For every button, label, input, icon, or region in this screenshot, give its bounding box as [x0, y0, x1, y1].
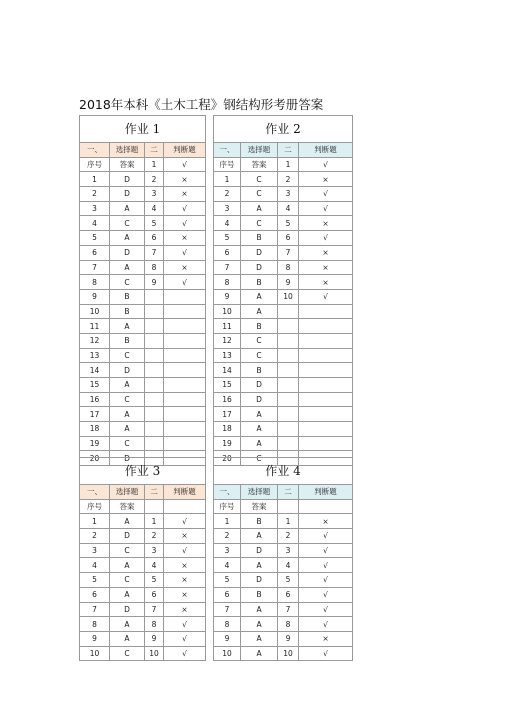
choice-number: 3: [80, 543, 110, 558]
answer-sheet-1-2: [79, 115, 353, 466]
judge-number: 2: [145, 172, 164, 187]
judge-answer: [164, 392, 206, 407]
column-gap: [206, 116, 214, 466]
choice-number: 7: [80, 602, 110, 617]
choice-number: 5: [214, 573, 241, 588]
judge-number: [278, 499, 299, 514]
choice-header: 选择题: [241, 143, 278, 158]
answer-header: 答案: [110, 499, 145, 514]
judge-number: 8: [278, 617, 299, 632]
choice-number: 11: [214, 319, 241, 334]
judge-number: [145, 436, 164, 451]
judge-number: 8: [145, 617, 164, 632]
choice-number: 9: [80, 631, 110, 646]
judge-answer: ×: [164, 587, 206, 602]
judge-number: 10: [278, 289, 299, 304]
choice-number: 5: [80, 231, 110, 246]
judge-answer: √: [164, 275, 206, 290]
judge-number: [278, 422, 299, 437]
choice-number: 10: [80, 304, 110, 319]
judge-number: [278, 348, 299, 363]
choice-answer: D: [110, 172, 145, 187]
choice-number: 15: [214, 378, 241, 393]
choice-answer: B: [110, 289, 145, 304]
choice-number: 11: [80, 319, 110, 334]
judge-number: [145, 319, 164, 334]
choice-number: 18: [214, 422, 241, 437]
judge-number: 3: [278, 543, 299, 558]
judge-answer: √: [299, 231, 353, 246]
choice-answer: C: [241, 451, 278, 466]
choice-number: 20: [80, 451, 110, 466]
choice-answer: A: [110, 587, 145, 602]
choice-number: 7: [214, 260, 241, 275]
choice-answer: D: [110, 529, 145, 544]
judge-header: 判断题: [164, 143, 206, 158]
judge-number: 3: [145, 543, 164, 558]
judge-number: 3: [278, 187, 299, 202]
choice-answer: C: [241, 187, 278, 202]
choice-answer: B: [241, 275, 278, 290]
judge-answer: [299, 348, 353, 363]
judge-number: 5: [145, 216, 164, 231]
judge-number: [145, 499, 164, 514]
choice-number: 10: [214, 646, 241, 661]
choice-number: 15: [80, 378, 110, 393]
judge-answer: ×: [164, 573, 206, 588]
choice-answer: A: [110, 617, 145, 632]
choice-number: 17: [80, 407, 110, 422]
choice-answer: A: [241, 436, 278, 451]
judge-answer: [164, 304, 206, 319]
choice-number: 3: [214, 543, 241, 558]
number-header: 序号: [214, 499, 241, 514]
judge-number: 7: [278, 602, 299, 617]
judge-number: 1: [278, 514, 299, 529]
choice-number: 5: [80, 573, 110, 588]
assignment-title: 作业 2: [214, 116, 353, 143]
judge-answer: [164, 289, 206, 304]
judge-number: [145, 363, 164, 378]
choice-answer: D: [241, 543, 278, 558]
answer-header: 答案: [241, 157, 278, 172]
choice-number: 1: [80, 172, 110, 187]
choice-answer: A: [110, 407, 145, 422]
choice-answer: C: [241, 333, 278, 348]
judge-answer: [299, 333, 353, 348]
judge-answer: [299, 499, 353, 514]
judge-answer: [299, 319, 353, 334]
judge-number: 1: [278, 157, 299, 172]
choice-number: 19: [214, 436, 241, 451]
judge-number: 8: [145, 260, 164, 275]
judge-answer: √: [299, 602, 353, 617]
choice-answer: C: [241, 172, 278, 187]
judge-answer: ×: [299, 514, 353, 529]
answer-header: 答案: [110, 157, 145, 172]
judge-number: 10: [278, 646, 299, 661]
choice-answer: D: [241, 378, 278, 393]
judge-number: 8: [278, 260, 299, 275]
choice-number: 14: [80, 363, 110, 378]
judge-answer: √: [164, 514, 206, 529]
judge-answer: ×: [164, 260, 206, 275]
choice-number: 18: [80, 422, 110, 437]
judge-number: 6: [145, 231, 164, 246]
choice-number: 9: [214, 631, 241, 646]
choice-answer: B: [241, 587, 278, 602]
judge-number: [145, 378, 164, 393]
page-title: 2018年本科《土木工程》钢结构形考册答案: [79, 97, 324, 112]
choice-number: 4: [214, 558, 241, 573]
judge-number: [278, 392, 299, 407]
choice-number: 3: [214, 201, 241, 216]
judge-answer: √: [164, 543, 206, 558]
choice-answer: A: [241, 602, 278, 617]
judge-number: 7: [145, 245, 164, 260]
choice-number: 4: [80, 558, 110, 573]
judge-number: [278, 363, 299, 378]
choice-answer: C: [110, 348, 145, 363]
choice-answer: A: [110, 231, 145, 246]
choice-answer: C: [110, 216, 145, 231]
judge-answer: [164, 348, 206, 363]
choice-number: 10: [214, 304, 241, 319]
choice-header: 选择题: [241, 485, 278, 500]
choice-answer: D: [241, 245, 278, 260]
judge-number: 5: [278, 216, 299, 231]
choice-answer: C: [110, 573, 145, 588]
section-one-label: 一、: [214, 485, 241, 500]
choice-answer: A: [241, 304, 278, 319]
choice-number: 3: [80, 201, 110, 216]
choice-answer: A: [110, 319, 145, 334]
judge-answer: √: [164, 631, 206, 646]
judge-number: 4: [278, 558, 299, 573]
choice-number: 8: [80, 617, 110, 632]
section-two-label: 二: [278, 485, 299, 500]
judge-number: [145, 304, 164, 319]
judge-number: 9: [145, 631, 164, 646]
judge-number: [278, 333, 299, 348]
choice-answer: B: [241, 319, 278, 334]
judge-answer: [164, 407, 206, 422]
judge-number: 6: [278, 587, 299, 602]
judge-number: [278, 436, 299, 451]
judge-answer: √: [164, 245, 206, 260]
choice-number: 2: [214, 529, 241, 544]
choice-answer: A: [241, 558, 278, 573]
choice-answer: C: [241, 216, 278, 231]
judge-answer: √: [164, 157, 206, 172]
judge-answer: [164, 333, 206, 348]
choice-number: 5: [214, 231, 241, 246]
assignment-title: 作业 4: [214, 458, 353, 485]
judge-answer: √: [299, 201, 353, 216]
judge-number: 6: [278, 231, 299, 246]
judge-answer: ×: [164, 172, 206, 187]
choice-answer: A: [110, 260, 145, 275]
judge-number: 2: [145, 529, 164, 544]
judge-answer: ×: [299, 216, 353, 231]
judge-answer: [299, 436, 353, 451]
judge-number: [145, 289, 164, 304]
choice-number: 16: [214, 392, 241, 407]
choice-number: 6: [80, 245, 110, 260]
choice-number: 1: [214, 172, 241, 187]
judge-number: 2: [278, 529, 299, 544]
choice-header: 选择题: [110, 485, 145, 500]
choice-number: 2: [80, 529, 110, 544]
judge-number: 1: [145, 157, 164, 172]
answer-sheet-3-4: [79, 457, 353, 661]
choice-number: 13: [214, 348, 241, 363]
judge-answer: [164, 319, 206, 334]
judge-number: [145, 422, 164, 437]
judge-number: 4: [145, 558, 164, 573]
assignment-title: 作业 3: [80, 458, 206, 485]
section-one-label: 一、: [80, 485, 110, 500]
judge-answer: √: [299, 587, 353, 602]
judge-answer: √: [299, 558, 353, 573]
judge-answer: [164, 378, 206, 393]
answer-header: 答案: [241, 499, 278, 514]
choice-answer: A: [241, 617, 278, 632]
choice-answer: B: [241, 514, 278, 529]
judge-number: [145, 392, 164, 407]
choice-answer: C: [241, 348, 278, 363]
judge-answer: ×: [299, 260, 353, 275]
judge-answer: [299, 422, 353, 437]
choice-answer: A: [110, 631, 145, 646]
choice-number: 16: [80, 392, 110, 407]
judge-answer: √: [299, 529, 353, 544]
column-gap: [206, 458, 214, 661]
judge-header: 判断题: [299, 485, 353, 500]
judge-answer: √: [299, 617, 353, 632]
choice-answer: C: [110, 392, 145, 407]
number-header: 序号: [80, 157, 110, 172]
choice-answer: A: [241, 422, 278, 437]
judge-answer: ×: [299, 275, 353, 290]
section-two-label: 二: [278, 143, 299, 158]
judge-answer: [299, 407, 353, 422]
judge-number: [278, 319, 299, 334]
choice-answer: A: [110, 514, 145, 529]
number-header: 序号: [80, 499, 110, 514]
judge-answer: √: [299, 543, 353, 558]
choice-number: 1: [214, 514, 241, 529]
choice-answer: A: [110, 558, 145, 573]
judge-number: 6: [145, 587, 164, 602]
judge-number: [145, 333, 164, 348]
choice-answer: C: [110, 436, 145, 451]
choice-answer: B: [110, 304, 145, 319]
judge-number: 9: [278, 631, 299, 646]
judge-answer: [164, 422, 206, 437]
choice-answer: D: [241, 392, 278, 407]
judge-answer: ×: [164, 231, 206, 246]
choice-answer: D: [110, 187, 145, 202]
choice-number: 2: [80, 187, 110, 202]
judge-answer: [299, 392, 353, 407]
choice-number: 12: [214, 333, 241, 348]
choice-number: 7: [80, 260, 110, 275]
judge-answer: √: [299, 289, 353, 304]
number-header: 序号: [214, 157, 241, 172]
choice-answer: A: [110, 201, 145, 216]
judge-answer: ×: [164, 187, 206, 202]
choice-answer: D: [241, 260, 278, 275]
choice-answer: D: [110, 363, 145, 378]
judge-number: [278, 304, 299, 319]
section-two-label: 二: [145, 485, 164, 500]
judge-answer: [164, 436, 206, 451]
choice-number: 6: [214, 587, 241, 602]
judge-answer: ×: [299, 631, 353, 646]
choice-answer: D: [110, 602, 145, 617]
choice-header: 选择题: [110, 143, 145, 158]
choice-answer: D: [241, 573, 278, 588]
judge-header: 判断题: [299, 143, 353, 158]
choice-number: 2: [214, 187, 241, 202]
judge-number: 9: [278, 275, 299, 290]
judge-header: 判断题: [164, 485, 206, 500]
judge-number: [278, 407, 299, 422]
judge-answer: √: [299, 573, 353, 588]
choice-number: 13: [80, 348, 110, 363]
choice-number: 6: [80, 587, 110, 602]
choice-number: 9: [80, 289, 110, 304]
judge-number: 3: [145, 187, 164, 202]
judge-number: [145, 407, 164, 422]
choice-number: 7: [214, 602, 241, 617]
judge-answer: √: [164, 201, 206, 216]
choice-number: 4: [214, 216, 241, 231]
judge-answer: [299, 304, 353, 319]
judge-number: [278, 378, 299, 393]
judge-answer: [299, 363, 353, 378]
choice-answer: C: [110, 646, 145, 661]
section-one-label: 一、: [80, 143, 110, 158]
choice-number: 14: [214, 363, 241, 378]
choice-answer: A: [241, 529, 278, 544]
judge-answer: [164, 499, 206, 514]
choice-answer: B: [110, 333, 145, 348]
judge-number: 5: [145, 573, 164, 588]
choice-answer: B: [241, 231, 278, 246]
choice-number: 19: [80, 436, 110, 451]
judge-answer: √: [164, 617, 206, 632]
judge-number: 5: [278, 573, 299, 588]
judge-number: 9: [145, 275, 164, 290]
choice-number: 6: [214, 245, 241, 260]
choice-number: 20: [214, 451, 241, 466]
section-one-label: 一、: [214, 143, 241, 158]
choice-answer: D: [110, 245, 145, 260]
judge-number: [145, 348, 164, 363]
judge-answer: ×: [164, 602, 206, 617]
choice-answer: A: [241, 201, 278, 216]
choice-number: 9: [214, 289, 241, 304]
judge-number: 7: [145, 602, 164, 617]
judge-answer: ×: [299, 245, 353, 260]
judge-answer: √: [299, 187, 353, 202]
judge-number: 7: [278, 245, 299, 260]
judge-answer: ×: [299, 172, 353, 187]
judge-answer: ×: [164, 529, 206, 544]
judge-number: 4: [278, 201, 299, 216]
judge-number: 1: [145, 514, 164, 529]
judge-number: 4: [145, 201, 164, 216]
choice-number: 10: [80, 646, 110, 661]
choice-number: 1: [80, 514, 110, 529]
choice-answer: A: [241, 631, 278, 646]
section-two-label: 二: [145, 143, 164, 158]
judge-number: 10: [145, 646, 164, 661]
choice-number: 8: [214, 275, 241, 290]
judge-answer: √: [299, 646, 353, 661]
choice-answer: A: [241, 646, 278, 661]
assignment-title: 作业 1: [80, 116, 206, 143]
choice-number: 8: [214, 617, 241, 632]
choice-answer: C: [110, 275, 145, 290]
choice-answer: A: [110, 422, 145, 437]
judge-number: 2: [278, 172, 299, 187]
choice-answer: B: [241, 363, 278, 378]
choice-number: 17: [214, 407, 241, 422]
choice-answer: A: [241, 289, 278, 304]
choice-number: 4: [80, 216, 110, 231]
choice-answer: A: [110, 378, 145, 393]
judge-answer: √: [299, 157, 353, 172]
choice-answer: C: [110, 543, 145, 558]
choice-answer: D: [110, 451, 145, 466]
choice-number: 12: [80, 333, 110, 348]
choice-number: 8: [80, 275, 110, 290]
judge-answer: √: [164, 646, 206, 661]
judge-answer: [299, 378, 353, 393]
judge-answer: ×: [164, 558, 206, 573]
choice-answer: A: [241, 407, 278, 422]
judge-answer: √: [164, 216, 206, 231]
judge-answer: [164, 363, 206, 378]
